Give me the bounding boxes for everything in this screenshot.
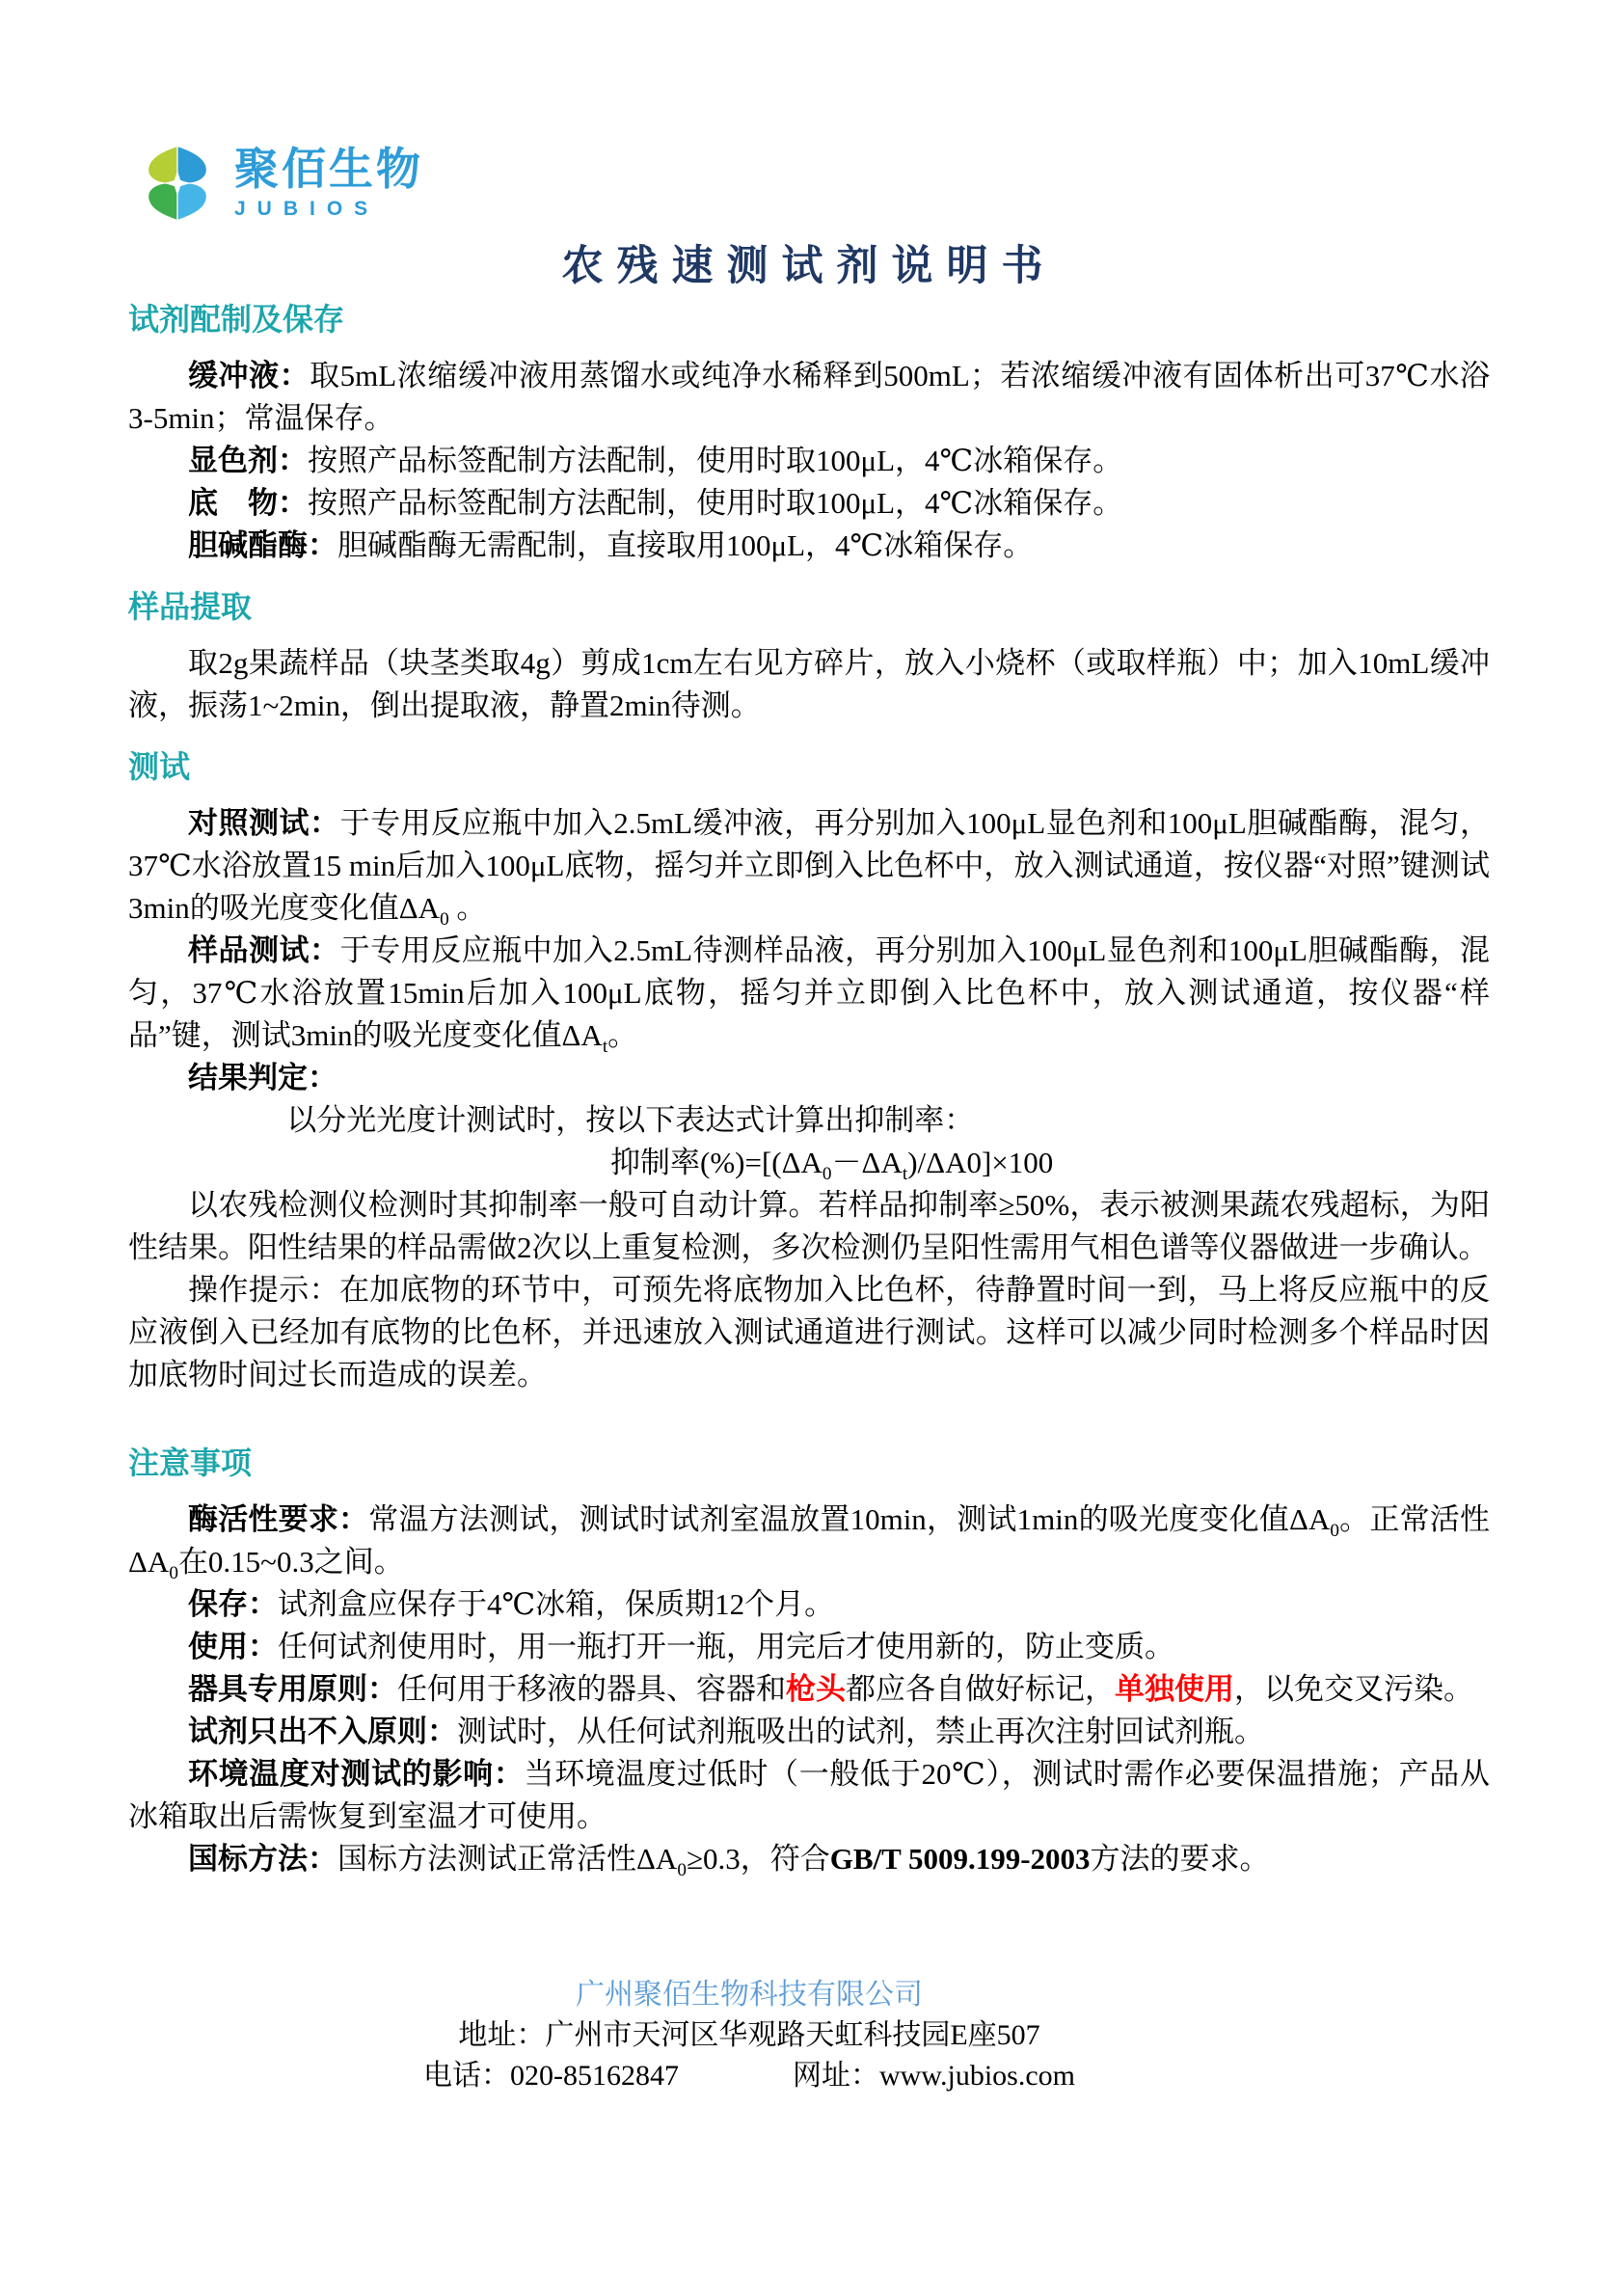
section-heading-sample-extraction: 样品提取: [128, 589, 253, 624]
paragraph-dedicated-tools: [128, 1668, 1490, 1711]
footer-company-name: 广州聚佰生物科技有限公司: [576, 1979, 923, 2011]
company-logo: [138, 0, 1490, 231]
label-one-way-rule: 试剂只出不入原则：: [188, 1715, 457, 1748]
footer-phone: [423, 2056, 679, 2096]
text-dedicated-1: 任何用于移液的器具、容器和: [397, 1672, 786, 1706]
footer-phone-label: 电话：: [422, 2060, 510, 2092]
text-sample-tail: 。: [607, 1018, 638, 1052]
text-enzyme-activity-3: 在0.15~0.3之间。: [177, 1545, 404, 1579]
text-cholinesterase: 胆碱酯酶无需配制，直接取用100μL，4℃冰箱保存。: [337, 528, 1034, 562]
paragraph-enzyme-activity: [128, 1499, 1490, 1583]
footer-phone-value: 020-85162847: [509, 2060, 679, 2092]
text-usage: 任何试剂使用时，用一瓶打开一瓶，用完后才使用新的，防止变质。: [278, 1630, 1174, 1663]
label-sample-test: 样品测试：: [188, 933, 340, 967]
label-usage: 使用：: [188, 1630, 278, 1663]
formula-subscript-0: 0: [822, 1164, 832, 1185]
section-heading-precautions: 注意事项: [128, 1445, 253, 1480]
label-storage: 保存：: [188, 1587, 278, 1621]
paragraph-usage: [128, 1626, 1490, 1668]
paragraph-result-judgment: [128, 1057, 1490, 1099]
logo-mark-icon: [138, 135, 217, 231]
text-enzyme-activity-2: 。正常活性ΔA: [128, 1502, 1490, 1579]
label-dedicated-tools: 器具专用原则：: [188, 1672, 397, 1706]
formula-subscript-t: t: [902, 1164, 908, 1185]
label-substrate: 底 物：: [188, 486, 308, 520]
text-calc-intro: 以分光光度计测试时，按以下表达式计算出抑制率：: [286, 1103, 975, 1137]
formula-part1: 抑制率(%)=[(ΔA: [610, 1146, 822, 1179]
formula-part3: )/ΔA0]×100: [907, 1146, 1054, 1179]
text-national-standard-3: 方法的要求。: [1090, 1842, 1270, 1876]
text-operation-tip: 操作提示：在加底物的环节中，可预先将底物加入比色杯，待静置时间一到，马上将反应瓶中的反应液倒入已经加有底物的比色杯，并迅速放入测试通道进行测试。这样可以减少同时检测多个样品时因加底物时间过长而造成的误差。: [128, 1273, 1490, 1391]
section-heading-test: 测试: [128, 749, 191, 784]
label-control-test: 对照测试：: [188, 806, 340, 840]
paragraph-buffer: [128, 355, 1490, 440]
text-storage: 试剂盒应保存于4℃冰箱，保质期12个月。: [278, 1587, 835, 1621]
text-buffer: 取5mL浓缩缓冲液用蒸馏水或纯净水稀释到500mL；若浓缩缓冲液有固体析出可37℃水浴3-5min；常温保存。: [128, 359, 1491, 435]
document-title: 农残速测试剂说明书: [561, 244, 1057, 289]
label-ambient-temperature: 环境温度对测试的影响：: [188, 1757, 525, 1791]
text-gb-standard-number: GB/T 5009.199-2003: [829, 1842, 1091, 1876]
text-dedicated-red-separate-use: 单独使用: [1115, 1672, 1234, 1706]
text-dedicated-red-tips: 枪头: [786, 1672, 846, 1706]
paragraph-chromogen: [128, 440, 1490, 482]
text-sample-test: 于专用反应瓶中加入2.5mL待测样品液，再分别加入100μL显色剂和100μL胆碱酯酶，混匀，37℃水浴放置15min后加入100μL底物，摇匀并立即倒入比色杯中，放入测试通道，按仪器“样品”键，测试3min的吸光度变化值ΔA: [128, 933, 1490, 1052]
label-national-standard: 国标方法：: [188, 1842, 337, 1876]
subscript-activity-0b: 0: [169, 1563, 178, 1584]
footer-website-label: 网址：: [792, 2060, 879, 2092]
footer-contact-row: [0, 2056, 1558, 2096]
label-cholinesterase: 胆碱酯酶：: [188, 528, 337, 562]
text-sample-extraction: 取2g果蔬样品（块茎类取4g）剪成1cm左右见方碎片，放入小烧杯（或取样瓶）中；加入10mL缓冲液，振荡1~2min，倒出提取液，静置2min待测。: [128, 646, 1490, 722]
logo-wordmark: [234, 144, 423, 220]
text-dedicated-2: 都应各自做好标记，: [846, 1672, 1115, 1706]
footer: [0, 1975, 1618, 2096]
paragraph-one-way-rule: [128, 1711, 1490, 1753]
paragraph-sample-test: [128, 930, 1490, 1057]
paragraph-control-test: [128, 802, 1490, 930]
text-control-tail: 。: [448, 891, 487, 925]
text-national-standard-1: 国标方法测试正常活性ΔA: [337, 1842, 678, 1876]
text-substrate: 按照产品标签配制方法配制，使用时取100μL，4℃冰箱保存。: [308, 486, 1123, 520]
label-buffer: 缓冲液：: [188, 359, 310, 392]
formula-inhibition-rate: [128, 1142, 1490, 1184]
paragraph-substrate: [128, 482, 1490, 525]
text-control-test: 于专用反应瓶中加入2.5mL缓冲液，再分别加入100μL显色剂和100μL胆碱酯酶，混匀，37℃水浴放置15 min后加入100μL底物，摇匀并立即倒入比色杯中，放入测试通道，按仪器“对照”键测试3min的吸光度变化值ΔA: [128, 806, 1490, 925]
label-enzyme-activity: 酶活性要求：: [188, 1502, 369, 1536]
footer-address: [0, 2015, 1558, 2056]
subscript-activity-0a: 0: [1330, 1521, 1339, 1542]
subscript-gb-0: 0: [677, 1860, 687, 1881]
text-ambient-temperature: 当环境温度过低时（一般低于20℃），测试时需作必要保温措施；产品从冰箱取出后需恢复到室温才可使用。: [128, 1757, 1490, 1833]
text-national-standard-2: ≥0.3，符合: [686, 1842, 830, 1876]
formula-part2: －ΔA: [831, 1146, 903, 1179]
text-enzyme-activity-1: 常温方法测试，测试时试剂室温放置10min，测试1min的吸光度变化值ΔA: [368, 1502, 1331, 1536]
text-auto-calc: 以农残检测仪检测时其抑制率一般可自动计算。若样品抑制率≥50%，表示被测果蔬农残超标，为阳性结果。阳性结果的样品需做2次以上重复检测，多次检测仍呈阳性需用气相色谱等仪器做进一步确认。: [128, 1188, 1490, 1264]
footer-website-value: www.jubios.com: [878, 2060, 1076, 2092]
subscript-delta-at: t: [602, 1037, 608, 1058]
paragraph-calc-intro: [128, 1099, 1490, 1142]
logo-text-en: JUBIOS: [234, 198, 380, 220]
footer-address-label: 地址：: [458, 2019, 546, 2051]
label-chromogen: 显色剂：: [188, 444, 308, 477]
paragraph-operation-tip: [128, 1269, 1490, 1396]
logo-text-cn: 聚佰生物: [234, 144, 423, 194]
subscript-delta-a0: 0: [440, 909, 449, 931]
label-result-judgment: 结果判定：: [188, 1061, 337, 1094]
paragraph-cholinesterase: [128, 525, 1490, 567]
paragraph-sample-extraction: [128, 642, 1490, 727]
paragraph-national-standard: [128, 1838, 1490, 1880]
text-one-way-rule: 测试时，从任何试剂瓶吸出的试剂，禁止再次注射回试剂瓶。: [457, 1715, 1264, 1748]
text-dedicated-3: ，以免交叉污染。: [1234, 1672, 1473, 1706]
paragraph-ambient-temperature: [128, 1753, 1490, 1838]
paragraph-storage: [128, 1583, 1490, 1626]
text-chromogen: 按照产品标签配制方法配制，使用时取100μL，4℃冰箱保存。: [308, 444, 1123, 477]
paragraph-auto-calc: [128, 1184, 1490, 1269]
footer-website: [793, 2056, 1075, 2096]
footer-address-value: 广州市天河区华观路天虹科技园E座507: [545, 2019, 1040, 2051]
section-heading-reagent-prep: 试剂配制及保存: [128, 302, 345, 337]
